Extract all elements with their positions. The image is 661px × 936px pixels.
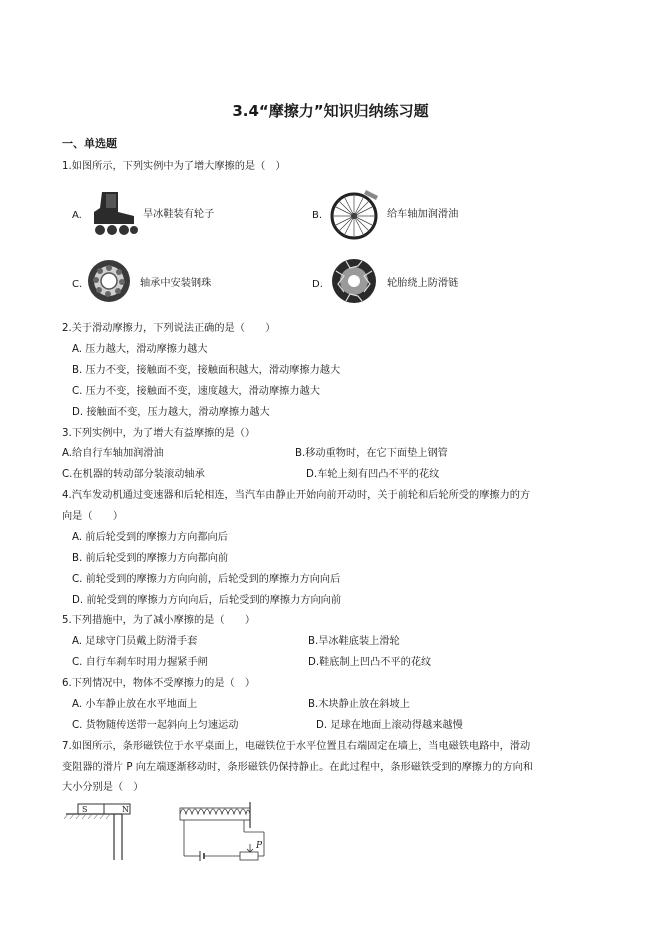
question-7-stem-line3: 大小分别是（ ） xyxy=(62,782,144,793)
question-6-stem: 6.下列情况中，物体不受摩擦力的是（ ） xyxy=(62,678,256,689)
q1-option-a-text: 旱冰鞋装有轮子 xyxy=(143,209,215,220)
q2-option-a: A. 压力越大，滑动摩擦力越大 xyxy=(72,344,208,355)
q2-option-d: D. 接触面不变，压力越大，滑动摩擦力越大 xyxy=(72,407,270,418)
question-7-stem-line1: 7.如图所示，条形磁铁位于水平桌面上，电磁铁位于水平位置且右端固定在墙上，当电磁铁电路中，滑动 xyxy=(62,741,531,752)
q4-option-c: C. 前轮受到的摩擦力方向向前，后轮受到的摩擦力方向向后 xyxy=(72,574,341,585)
question-1-stem: 1.如图所示，下列实例中为了增大摩擦的是（ ） xyxy=(62,161,286,172)
page-title: 3.4“摩擦力”知识归纳练习题 xyxy=(232,102,429,120)
q4-option-a: A. 前后轮受到的摩擦力方向都向后 xyxy=(72,532,228,543)
q1-option-d-label: D. xyxy=(312,279,323,290)
q5-option-d: D.鞋底制上凹凸不平的花纹 xyxy=(308,657,432,668)
ball-bearing-icon xyxy=(86,258,132,308)
question-7-stem-line2: 变阻器的滑片 P 向左端逐渐移动时，条形磁铁仍保持静止。在此过程中，条形磁铁受到的摩擦力的方向和 xyxy=(62,762,534,773)
q2-option-b: B. 压力不变，接触面不变，接触面积越大，滑动摩擦力越大 xyxy=(72,365,341,376)
q4-option-d: D. 前轮受到的摩擦力方向向后，后轮受到的摩擦力方向向前 xyxy=(72,595,342,606)
question-3-stem: 3.下列实例中，为了增大有益摩擦的是（） xyxy=(62,428,256,439)
q3-option-a: A.给自行车轴加润滑油 xyxy=(62,448,164,459)
q5-option-b: B.旱冰鞋底装上滑轮 xyxy=(308,636,400,647)
question-4-stem-line2: 向是（ ） xyxy=(62,511,124,522)
question-4-stem-line1: 4.汽车发动机通过变速器和后轮相连，当汽车由静止开始向前开动时，关于前轮和后轮所受的摩擦力的方 xyxy=(62,490,531,501)
snow-chain-tire-icon xyxy=(330,256,378,310)
question-5-stem: 5.下列措施中，为了减小摩擦的是（ ） xyxy=(62,615,256,626)
bar-magnet-figure xyxy=(64,802,148,866)
q5-option-a: A. 足球守门员戴上防滑手套 xyxy=(72,636,198,647)
slider-p-label: P xyxy=(256,841,263,851)
q3-option-c: C.在机器的转动部分装滚动轴承 xyxy=(62,469,205,480)
q6-option-c: C. 货物随传送带一起斜向上匀速运动 xyxy=(72,720,239,731)
bicycle-wheel-icon xyxy=(328,186,382,244)
magnet-n-label: N xyxy=(122,805,129,814)
question-2-stem: 2.关于滑动摩擦力，下列说法正确的是（ ） xyxy=(62,323,276,334)
q2-option-c: C. 压力不变，接触面不变，速度越大，滑动摩擦力越大 xyxy=(72,386,320,397)
q1-option-d-text: 轮胎绕上防滑链 xyxy=(387,278,459,289)
q3-option-d: D.车轮上刻有凹凸不平的花纹 xyxy=(306,469,440,480)
inline-skate-icon xyxy=(88,190,140,242)
electromagnet-circuit-figure xyxy=(170,800,280,870)
q5-option-c: C. 自行车刹车时用力握紧手闸 xyxy=(72,657,208,668)
q1-option-c-text: 轴承中安装钢珠 xyxy=(140,278,212,289)
q4-option-b: B. 前后轮受到的摩擦力方向都向前 xyxy=(72,553,229,564)
q1-option-c-label: C. xyxy=(72,279,83,290)
q6-option-a: A. 小车静止放在水平地面上 xyxy=(72,699,198,710)
q6-option-d: D. 足球在地面上滚动得越来越慢 xyxy=(316,720,463,731)
q1-option-b-text: 给车轴加润滑油 xyxy=(387,209,459,220)
q1-option-a-label: A. xyxy=(72,210,82,221)
magnet-s-label: S xyxy=(82,805,88,814)
q6-option-b: B.木块静止放在斜坡上 xyxy=(308,699,410,710)
q1-option-b-label: B. xyxy=(312,210,323,221)
q3-option-b: B.移动重物时，在它下面垫上钢管 xyxy=(295,448,448,459)
section-heading: 一、单选题 xyxy=(62,137,117,150)
